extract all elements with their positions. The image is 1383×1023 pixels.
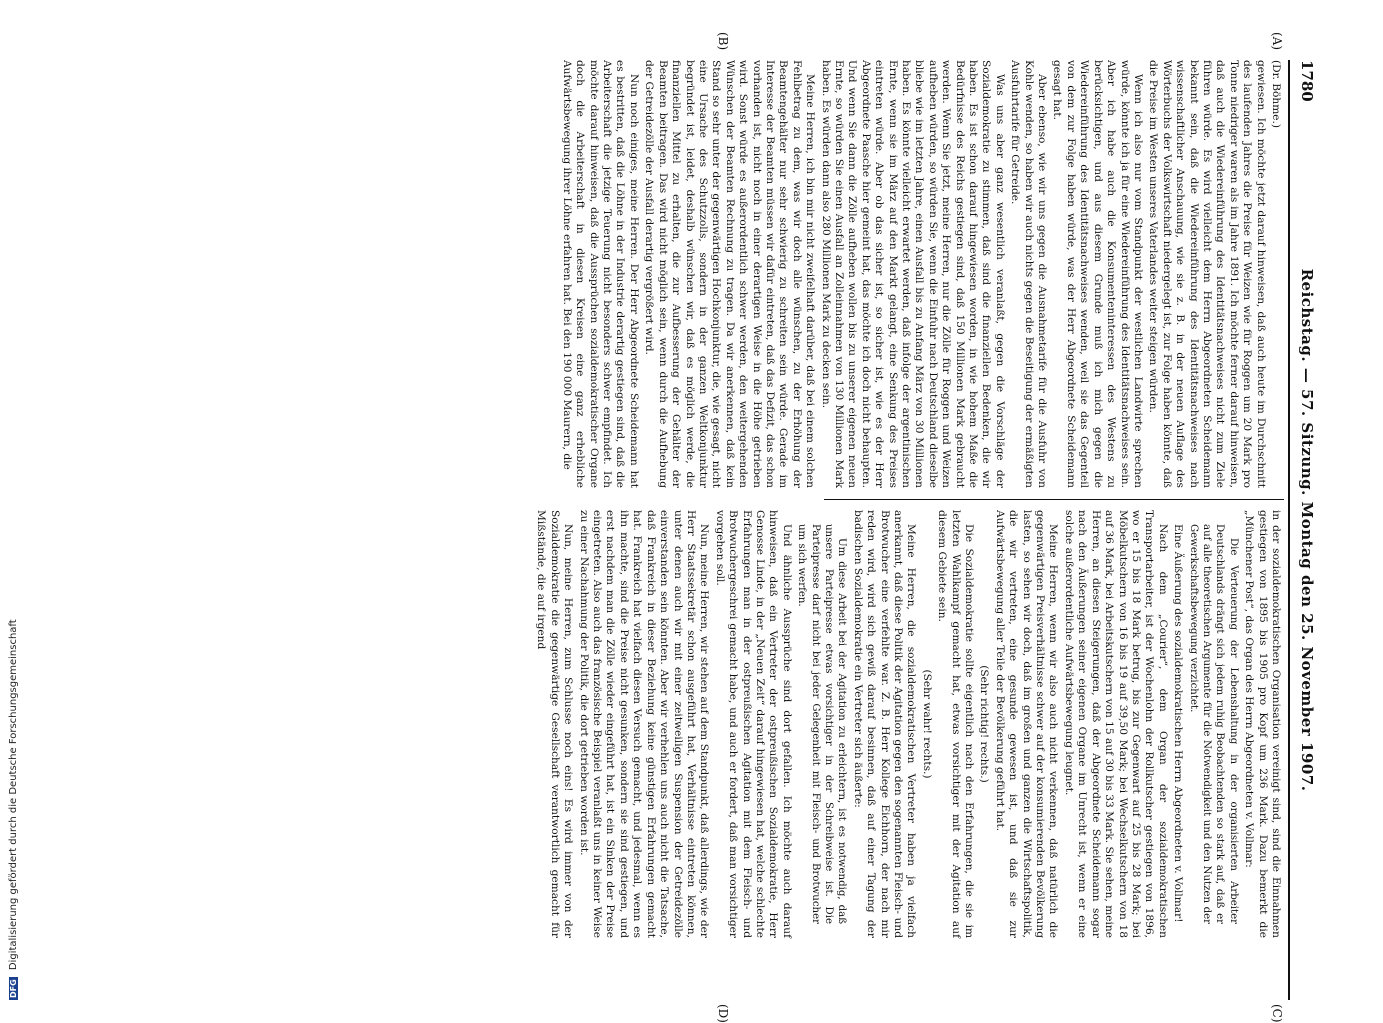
footer-text: Digitalisierung gefördert durch die Deutsche Forschungsgemeinschaft xyxy=(8,619,19,971)
paragraph: Die Sozialdemokratie sollte eigentlich nach den Erfahrungen, die sie im letzten Wahlkampf gemacht hat, etwas vorsichtiger mit der Agitation auf diesem Gebiete sein. xyxy=(936,510,976,938)
margin-marker-b: (B) xyxy=(716,32,730,51)
paragraph: Nun, meine Herren, zum Schlusse noch eins! Es wird immer von der Sozialdemokratie die gegenwärtige Gesellschaft verantwortlich gemacht für Mißstände, die auf irgend xyxy=(535,510,575,938)
paragraph: Aber ebenso, wie wir uns gegen die Ausnahmetarife für die Ausfuhr von Kohle wenden, so haben wir auch nichts gegen die Beseitigung der ermäßigten Ausfuhrtarife für Getreide. xyxy=(1009,60,1049,488)
left-column xyxy=(557,60,1282,488)
footer-credit xyxy=(8,0,22,1000)
page-header xyxy=(1292,60,1320,1000)
paragraph: Meine Herren, ich bin mir nicht zweifelhaft darüber, daß bei einem solchen Fehlbetrag zu dem, was wir doch alle wünschen, zu der Erhöhung der Beamtengehälter nur sehr schwierig zu schreiten sein würde. Gerade im Interesse der Beamten müssen wir dafür eintreten, daß das Defizit, das schon vorhanden ist, nicht noch in einer derartigen Weise in die Höhe getrieben wird. Sonst würde es außerordentlich schwer werden, den weitergehenden Wünschen der Beamten Rechnung zu tragen. Da wir anerkennen, daß kein Stand so sehr unter der gegenwärtigen Hochkonjunktur, die, wie gesagt, nicht eine Ursache des Schutzzolls, sondern in der ganzen Weltkonjunktur begründet ist, leidet, deshalb wünschen wir, daß es möglich werde, die finanziellen Mittel zu erhalten, die zur Aufbesserung der Gehälter der Beamten beitragen. Das wird nicht möglich sein, wenn durch die Aufhebung der Getreidezölle der Ausfall derartig vergrößert wird. xyxy=(643,60,817,488)
paragraph: Nach dem „Courier“, dem Organ der sozialdemokratischen Transportarbeiter, ist der Wochenlohn der Rollkutscher gestiegen von 1896, wo er 15 bis 18 Mark betrug, bis zur Gegenwart auf 25 bis 28 Mark; bei Möbelkutschern von 16 bis 19 auf 39,50 Mark; bei Wechselkutschern von 18 auf 36 Mark, bei Arbeitskutschern von 15 auf 30 bis 33 Mark. Sie sehen, meine Herren, an diesen Steigerungen, daß der Abgeordnete Scheidemann sogar nach den Äußerungen seiner eigenen Organe im Unrecht ist, wenn er eine solche außerordentliche Aufwärtsbewegung leugnet. xyxy=(1062,510,1169,938)
margin-marker-a: (A) xyxy=(1270,32,1284,51)
paragraph: Meine Herren, wenn wir also auch nicht verkennen, daß natürlich die gegenwärtigen Preisverhältnisse schwer auf der konsumierenden Bevölkerung lasten, so sehen wir doch, daß im großen und ganzen die Wirtschaftspolitik, die wir vertreten, eine gesunde gewesen ist, und daß sie zur Aufwärtsbewegung aller Teile der Bevölkerung geführt hat. xyxy=(993,510,1060,938)
paragraph: Was uns aber ganz wesentlich veranlaßt, gegen die Vorschläge der Sozialdemokratie zu stimmen, daß sind die finanziellen Bedenken, die wir haben. Es ist schon darauf hingewiesen worden, in wie hohem Maße die Bedürfnisse des Reichs gestiegen sind, daß 150 Millionen Mark gebraucht werden. Wenn Sie jetzt, meine Herren, nur die Zölle für Roggen und Weizen aufheben würden, so würden Sie, wenn die Einfuhr nach Deutschland dieselbe bliebe wie im letzten Jahre, einen Ausfall bis zu Anfang März von 30 Millionen haben. Es könnte vielleicht erwartet werden, daß infolge der argentinischen Ernte, wenn sie im März auf den Markt gelangt, eine Senkung des Preises eintreten würde. Aber ob das sicher ist, so sicher ist, wie es der Herr Abgeordnete Paasche hier gemeint hat, das möchte ich doch nicht behaupten. Und wenn Sie dann die Zölle aufheben wollen bis zu unserer eigenen neuen Ernte, so würden Sie einen Ausfall an Zolleinnahmen von 130 Millionen Mark haben. Es würden dann also 280 Millionen Mark zu decken sein. xyxy=(819,60,1006,488)
paragraph: Nun, meine Herren, wir stehen auf dem Standpunkt, daß allerdings, wie der Herr Staatssekretär schon ausgeführt hat, Verhältnisse eintreten können, unter denen auch wir mit einer zeitweiligen Suspension der Getreidezölle einverstanden sein könnten. Aber wir verhehlen uns auch nicht die Tatsache, daß Frankreich in dieser Beziehung keine günstigen Erfahrungen gemacht hat. Frankreich hat vielfach diesen Versuch gemacht, und jedesmal, wenn es ihn machte, sind die Preise nicht gesunken, sondern sie sind gestiegen, und erst nachdem man die Zölle wieder eingeführt hat, ist ein Sinken der Preise eingetreten. Also auch das französische Beispiel veranlaßt uns in keiner Weise zu einer Nachahmung der Politik, die dort getrieben worden ist. xyxy=(577,510,711,938)
paragraph: Wenn ich also nur vom Standpunkt der westlichen Landwirte sprechen würde, könnte ich ja für eine Wiedereinführung des Identitätsnachweises sein. Aber ich habe auch die Konsumenteninteressen des Westens zu berücksichtigen, und aus diesem Grunde muß ich mich gegen die Wiedereinführung des Identitätsnachweises wenden, weil sie das Gegenteil von dem zur Folge haben würde, was der Herr Abgeordnete Scheidemann gesagt hat. xyxy=(1051,60,1144,488)
paragraph: in der sozialdemokratischen Organisation vereinigt sind, sind die Einnahmen gestiegen von 1895 bis 1905 pro Kopf um 236 Mark. Dazu bemerkt die „Münchener Post“, das Organ des Herrn Abgeordneten v. Vollmar: xyxy=(1243,510,1282,938)
rotated-page xyxy=(60,32,1320,1023)
paragraph: Meine Herren, die sozialdemokratischen Vertreter haben ja vielfach anerkannt, daß diese Politik der Agitation gegen den sogenannten Fleisch- und Brotwucher eine verfehlte war. Z. B. Herr Kollege Eichhorn, der nach mir reden wird, wird sich gewiß darauf besinnen, daß auf einer Tagung der badischen Sozialdemokratie ein Vertreter sich äußerte: xyxy=(851,510,918,938)
paragraph: Und ähnliche Aussprüche sind dort gefallen. Ich möchte auch darauf hinweisen, daß ein Vertreter der ostpreußischen Sozialdemokratie, Herr Genosse Linde, in der „Neuen Zeit“ darauf hingewiesen hat, welche schlechte Erfahrungen man in der ostpreußischen Agitation mit dem Fleisch- und Brotwuchergeschrei gemacht habe, und auch er fordert, daß man vorsichtiger vorgehen soll. xyxy=(713,510,793,938)
paragraph: Um diese Arbeit bei der Agitation zu erleichtern, ist es notwendig, daß unsere Parteipresse etwas vorsichtiger in der Schreibweise ist. Die Parteipresse darf nicht bei jeder Gelegenheit mit Fleisch- und Brotwucher um sich werfen. xyxy=(796,524,848,924)
header-rule xyxy=(1288,60,1290,1000)
paragraph: (Sehr wahr! rechts.) xyxy=(920,669,933,779)
paragraph: Die Verteuerung der Lebenshaltung in der organisierten Arbeiter Deutschlands drängt sich jedem ruhig Beobachtenden so stark auf, daß er auf alle theoretischen Argumente für die Notwendigkeit und den Nutzen der Gewerkschaftsbewegung verzichtet. xyxy=(1187,524,1239,924)
paragraph: Eine Äußerung des sozialdemokratischen Herrn Abgeordneten v. Vollmar! xyxy=(1172,524,1185,923)
column-divider xyxy=(824,499,1284,500)
page-title: Reichstag. — 57. Sitzung. Montag den 25. November 1907. xyxy=(1298,268,1316,792)
margin-marker-c: (C) xyxy=(1270,1004,1284,1023)
speaker-name: (Dr. Böhme.) xyxy=(1270,60,1282,129)
paragraph: gewiesen. Ich möchte jetzt darauf hinweisen, daß auch heute im Durchschnitt des laufenden Jahres die Preise für Weizen wie für Roggen um 20 Mark pro Tonne niedriger waren als im Jahre 1891. Ich möchte ferner darauf hinweisen, daß auch die Wiedereinführung des Identitätsnachweises nicht zum Ziele führen würde. Es wird vielleicht dem Herrn Abgeordneten Scheidemann bekannt sein, daß die Wiedereinführung des Identitätsnachweises nach wissenschaftlicher Anschauung, wie sie z. B. in der neuen Auflage des Wörterbuchs der Volkswirtschaft niedergelegt ist, zur Folge haben könnte, daß die Preise im Westen unseres Vaterlandes weiter steigen würden. xyxy=(1147,60,1267,488)
margin-marker-d: (D) xyxy=(716,1004,730,1023)
page-number: 1780 xyxy=(1298,60,1316,102)
paragraph: (Sehr richtig! rechts.) xyxy=(978,665,991,783)
dfg-logo-icon: DFG xyxy=(9,979,18,998)
paragraph: Nun noch einiges, meine Herren. Der Herr Abgeordnete Scheidemann hat es bestritten, daß die Löhne in der Industrie derartig gestiegen sind, daß die Arbeiterschaft die jetzige Teuerung nicht besonders schwer empfindet. Ich möchte darauf hinweisen, daß die Aussprüchen sozialdemokratischer Organe doch die Arbeiterschaft in diesen Kreisen eine ganz erhebliche Aufwärtsbewegung ihrer Löhne erfahren hat. Bei den 190 000 Maurern, die xyxy=(560,60,640,488)
right-column xyxy=(532,510,1282,938)
